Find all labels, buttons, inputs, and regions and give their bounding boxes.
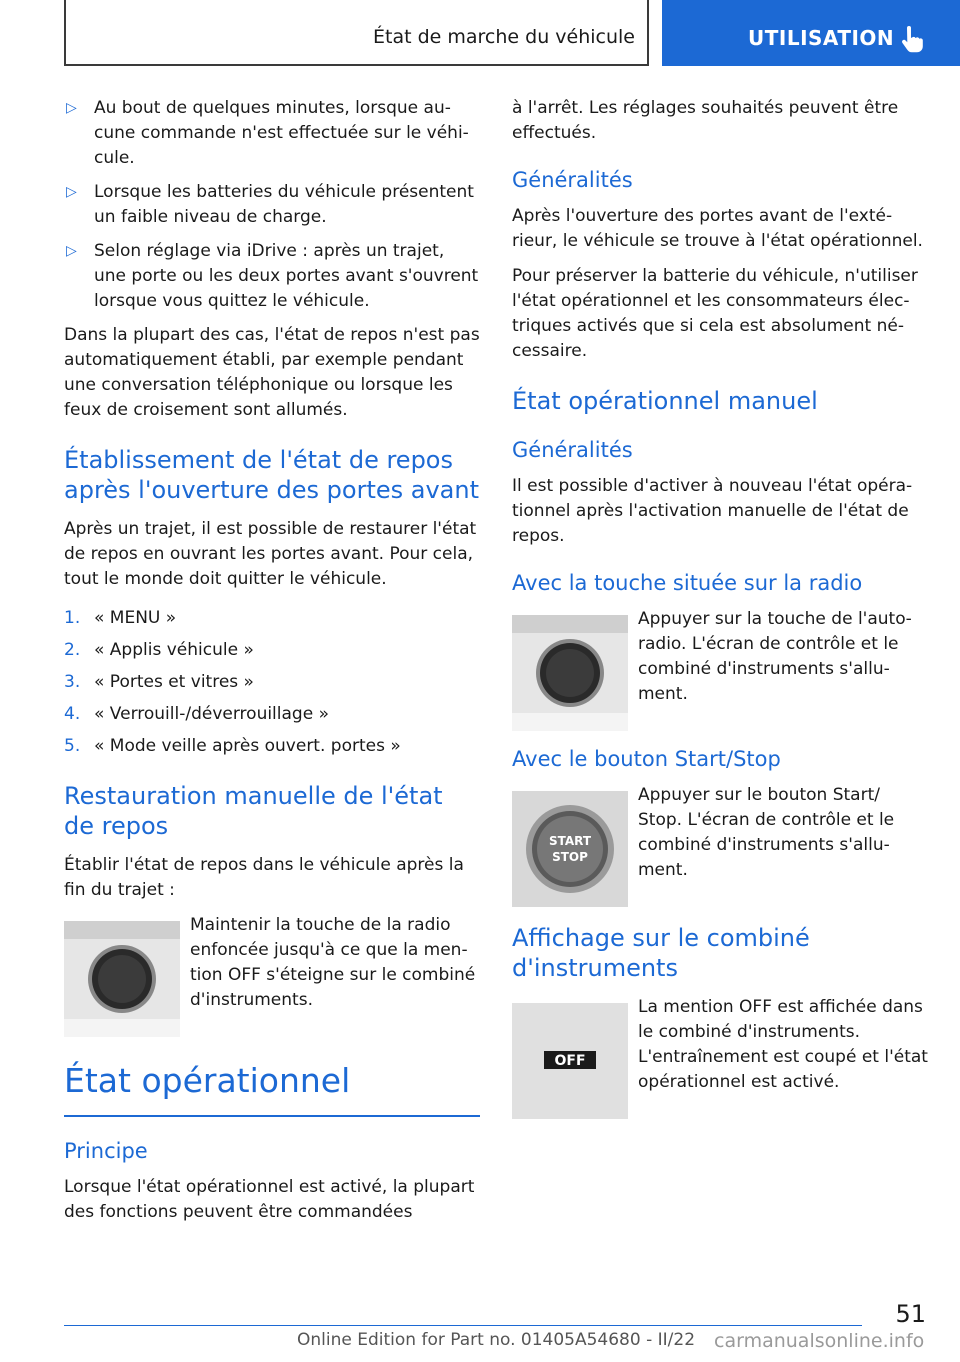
section-tab — [64, 0, 649, 66]
step-item: 1. « MENU » — [64, 608, 177, 628]
paragraph: Établir l'état de repos dans le véhicule après la fin du trajet : — [64, 855, 464, 900]
edition-label: Online Edition for Part no. 01405A54680 - II/22 — [297, 1330, 696, 1350]
watermark: carmanualsonline.info — [714, 1330, 925, 1352]
section-heading: Restauration manuelle de l'état de repos — [64, 782, 443, 840]
paragraph: Il est possible d'activer à nouveau l'état opérationnel après l'activation manuelle de l'état de repos. — [512, 476, 913, 546]
paragraph: Lorsque l'état opérationnel est activé, la plupart des fonctions peuvent être commandées — [64, 1177, 475, 1222]
triangle-bullet-icon: ▷ — [66, 243, 77, 259]
step-list — [64, 606, 480, 759]
paragraph: Pour préserver la batterie du véhicule, n'utiliser l'état opérationnel et les consommateurs électriques activés que si cela est absolument nécessaire. — [512, 266, 918, 361]
main-heading: État opérationnel — [64, 1061, 480, 1117]
figure-caption: La mention OFF est affichée dans le combiné d'instruments. L'entraînement est coupé et l'état opérationnel est activé. — [638, 997, 928, 1092]
step-item: 4. « Verrouill-/déverrouillage » — [64, 704, 329, 724]
subheading: Avec la touche située sur la radio — [512, 571, 863, 595]
figure-caption: Maintenir la touche de la radio enfoncée jusqu'à ce que la mention OFF s'éteigne sur le combiné d'instruments. — [190, 915, 476, 1010]
radio-knob-image — [512, 615, 628, 731]
subheading: Principe — [64, 1139, 148, 1163]
paragraph: Après l'ouverture des portes avant de l'extérieur, le véhicule se trouve à l'état opérationnel. — [512, 206, 923, 251]
list-item: ▷ Selon réglage via iDrive : après un trajet, une porte ou les deux portes avant s'ouvrent lorsque vous quittez le véhicule. — [66, 241, 479, 311]
bullet-list — [64, 96, 480, 314]
step-item: 5. « Mode veille après ouvert. portes » — [64, 736, 401, 756]
subheading: Généralités — [512, 168, 633, 192]
off-display-image — [512, 1003, 628, 1119]
figure-row — [64, 913, 480, 1031]
triangle-bullet-icon: ▷ — [66, 184, 77, 200]
figure-row — [512, 995, 928, 1113]
hand-pointer-icon — [899, 26, 925, 54]
section-heading: État opérationnel manuel — [512, 387, 818, 415]
footer-divider — [64, 1325, 862, 1326]
section-heading: Affichage sur le combiné d'instruments — [512, 924, 810, 982]
list-item: ▷ Lorsque les batteries du véhicule présentent un faible niveau de charge. — [66, 182, 474, 227]
right-column — [512, 96, 928, 1125]
figure-row — [512, 783, 928, 901]
start-stop-button-image — [512, 791, 628, 907]
figure-caption: Appuyer sur la touche de l'autoradio. L'écran de contrôle et le combiné d'instruments s'allument. — [638, 609, 912, 704]
step-item: 2. « Applis véhicule » — [64, 640, 254, 660]
page-header — [64, 0, 960, 66]
start-label: START — [548, 834, 592, 848]
radio-knob-image — [64, 921, 180, 1037]
chapter-tab — [662, 0, 960, 66]
figure-caption: Appuyer sur le bouton Start/ Stop. L'écran de contrôle et le combiné d'instruments s'allument. — [638, 785, 895, 880]
chapter-title: UTILISATION — [748, 26, 895, 50]
paragraph: Après un trajet, il est possible de restaurer l'état de repos en ouvrant les portes avant. Pour cela, tout le monde doit quitter le véhicule. — [64, 519, 477, 589]
paragraph: Dans la plupart des cas, l'état de repos n'est pas automatiquement établi, par exemple pendant une conversation téléphonique ou lorsque les feux de croisement sont allumés. — [64, 325, 480, 420]
section-heading: Établissement de l'état de repos après l'ouverture des portes avant — [64, 446, 479, 504]
step-item: 3. « Portes et vitres » — [64, 672, 254, 692]
off-label: OFF — [554, 1053, 586, 1069]
triangle-bullet-icon: ▷ — [66, 100, 77, 116]
list-item: ▷ Au bout de quelques minutes, lorsque aucune commande n'est effectuée sur le véhicule. — [66, 98, 469, 168]
section-title: État de marche du véhicule — [373, 26, 635, 48]
figure-row — [512, 607, 928, 725]
paragraph: à l'arrêt. Les réglages souhaités peuvent être effectués. — [512, 98, 899, 143]
page-number: 51 — [895, 1300, 926, 1328]
left-column — [64, 96, 480, 1235]
subheading: Avec le bouton Start/Stop — [512, 747, 781, 771]
subheading: Généralités — [512, 438, 633, 462]
stop-label: STOP — [552, 850, 588, 864]
